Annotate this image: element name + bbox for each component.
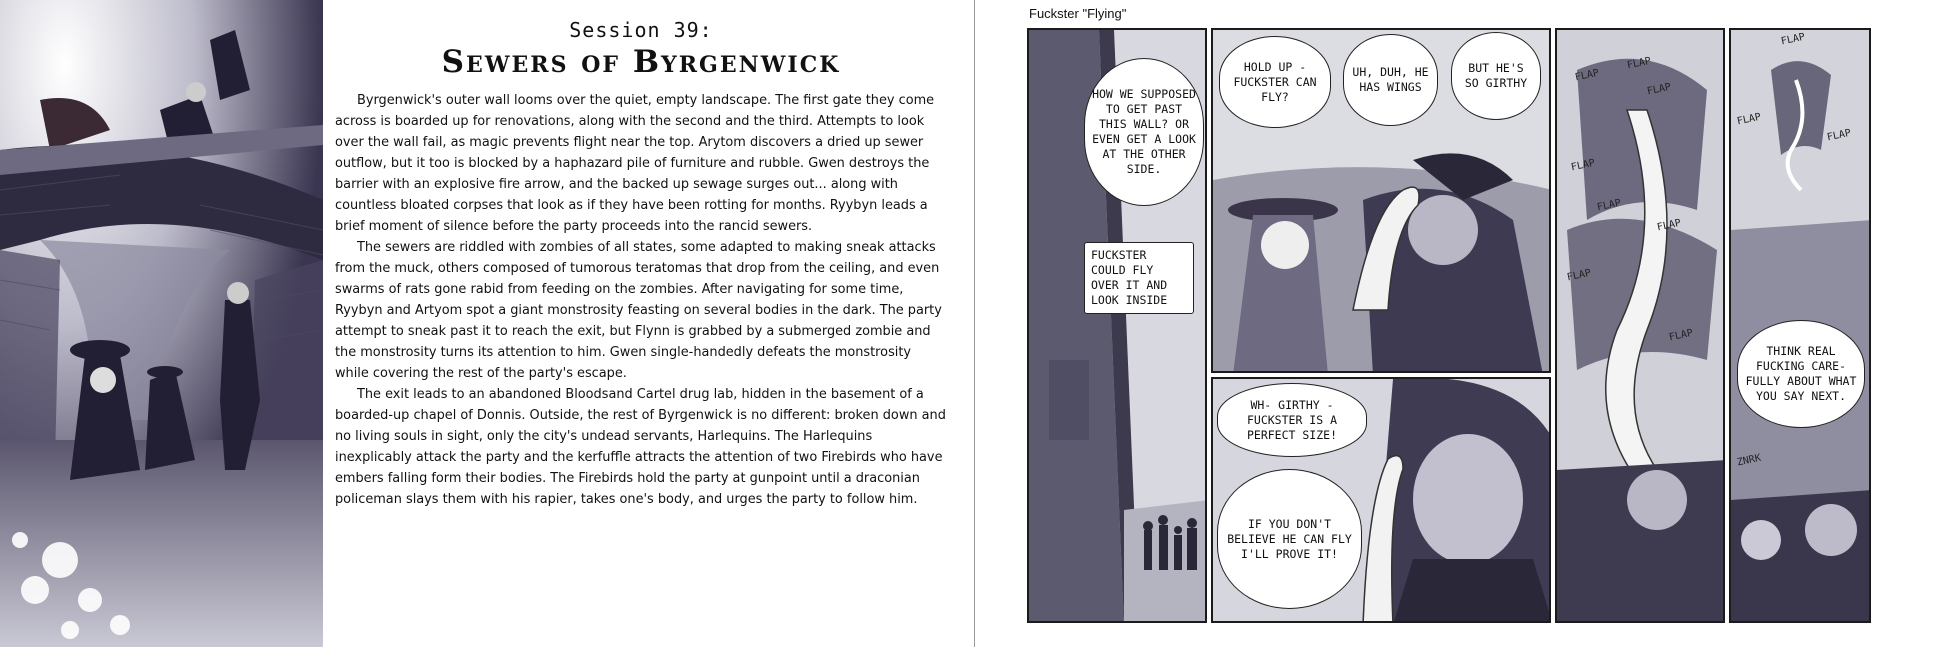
- speech-bubble: IF YOU DON'T BELIEVE HE CAN FLY I'LL PROVE IT!: [1217, 469, 1362, 609]
- comic-title: Fuckster "Flying": [1029, 6, 1127, 21]
- session-title: Sewers of Byrgenwick: [441, 44, 841, 80]
- session-summary: [335, 90, 947, 510]
- speech-bubble: UH, DUH, HE HAS WINGS: [1343, 34, 1438, 126]
- comic-panel-4: [1555, 28, 1725, 623]
- sound-effect: FLAP: [1626, 55, 1652, 72]
- speech-bubble: BUT HE'S SO GIRTHY: [1451, 32, 1541, 120]
- sound-effect: FLAP: [1668, 327, 1694, 344]
- sewer-illustration: [0, 0, 323, 647]
- sound-effect: FLAP: [1736, 111, 1762, 128]
- summary-paragraph: Byrgenwick's outer wall looms over the quiet, empty landscape. The first gate they come across is boarded up for renovations, along with the second and the third. Attempts to look over the wall fail, as magic prevents flight near the top. Arytom discovers a dried up sewer outflow, but it too is blocked by a haphazard pile of furniture and rubble. Gwen destroys the barrier with an explosive fire arrow, and the backed up sewage surges out... along with countless bloated corpses that look as if they have been rotting for months. Ryybyn leads a brief moment of silence before the party proceeds into the rancid sewers.: [335, 93, 935, 234]
- right-page: [975, 0, 1943, 647]
- sound-effect: FLAP: [1780, 31, 1806, 48]
- session-text-column: [335, 18, 947, 510]
- sound-effect: ZNRK: [1736, 452, 1762, 469]
- sound-effect: FLAP: [1646, 81, 1672, 98]
- speech-bubble: HOLD UP - FUCKSTER CAN FLY?: [1219, 36, 1331, 128]
- sound-effect: FLAP: [1596, 197, 1622, 214]
- speech-bubble: THINK REAL FUCKING CARE-FULLY ABOUT WHAT YOU SAY NEXT.: [1737, 320, 1865, 428]
- summary-paragraph: The exit leads to an abandoned Bloodsand Cartel drug lab, hidden in the basement of a boarded-up chapel of Donnis. Outside, the rest of Byrgenwick is no different: broken down and no living souls in sight, only the city's undead servants, Harlequins. The Harlequins inexplicably attack the party and the kerfuffle attracts the attention of two Firebirds who have embers falling form their bodies. The Firebirds hold the party at gunpoint until a draconian policeman slays them with his rapier, takes one's body, and urges the party to follow him.: [335, 387, 946, 507]
- comic-panel-2: [1211, 28, 1551, 373]
- sound-effect: FLAP: [1570, 157, 1596, 174]
- sound-effect: FLAP: [1566, 267, 1592, 284]
- comic-panel-5: [1729, 28, 1871, 623]
- comic-panel-3: [1211, 377, 1551, 623]
- sound-effect: FLAP: [1826, 127, 1852, 144]
- speech-bubble: HOW WE SUPPOSED TO GET PAST THIS WALL? OR EVEN GET A LOOK AT THE OTHER SIDE.: [1084, 58, 1204, 206]
- sound-effect: FLAP: [1574, 67, 1600, 84]
- speech-bubble: WH- GIRTHY - FUCKSTER IS A PERFECT SIZE!: [1217, 383, 1367, 457]
- session-number: Session 39:: [569, 18, 713, 42]
- speech-box: FUCKSTER COULD FLY OVER IT AND LOOK INSIDE: [1084, 242, 1194, 314]
- panel-4-art: [1557, 30, 1725, 623]
- sound-effect: FLAP: [1656, 217, 1682, 234]
- summary-paragraph: The sewers are riddled with zombies of all states, some adapted to making sneak attacks from the muck, others composed of tumorous teratomas that drop from the ceiling, and even swarms of rats gone rabid from feeding on the zombies. After navigating for some time, Ryybyn and Artyom spot a giant monstrosity feasting on several bodies in the dark. The party attempt to sneak past it to reach the exit, but Flynn is grabbed by a submerged zombie and the monstrosity turns its attention to him. Gwen single-handedly defeats the monstrosity while covering the rest of the party's escape.: [335, 240, 942, 381]
- sewer-illustration-art: [0, 0, 323, 647]
- comic-panel-1: [1027, 28, 1207, 623]
